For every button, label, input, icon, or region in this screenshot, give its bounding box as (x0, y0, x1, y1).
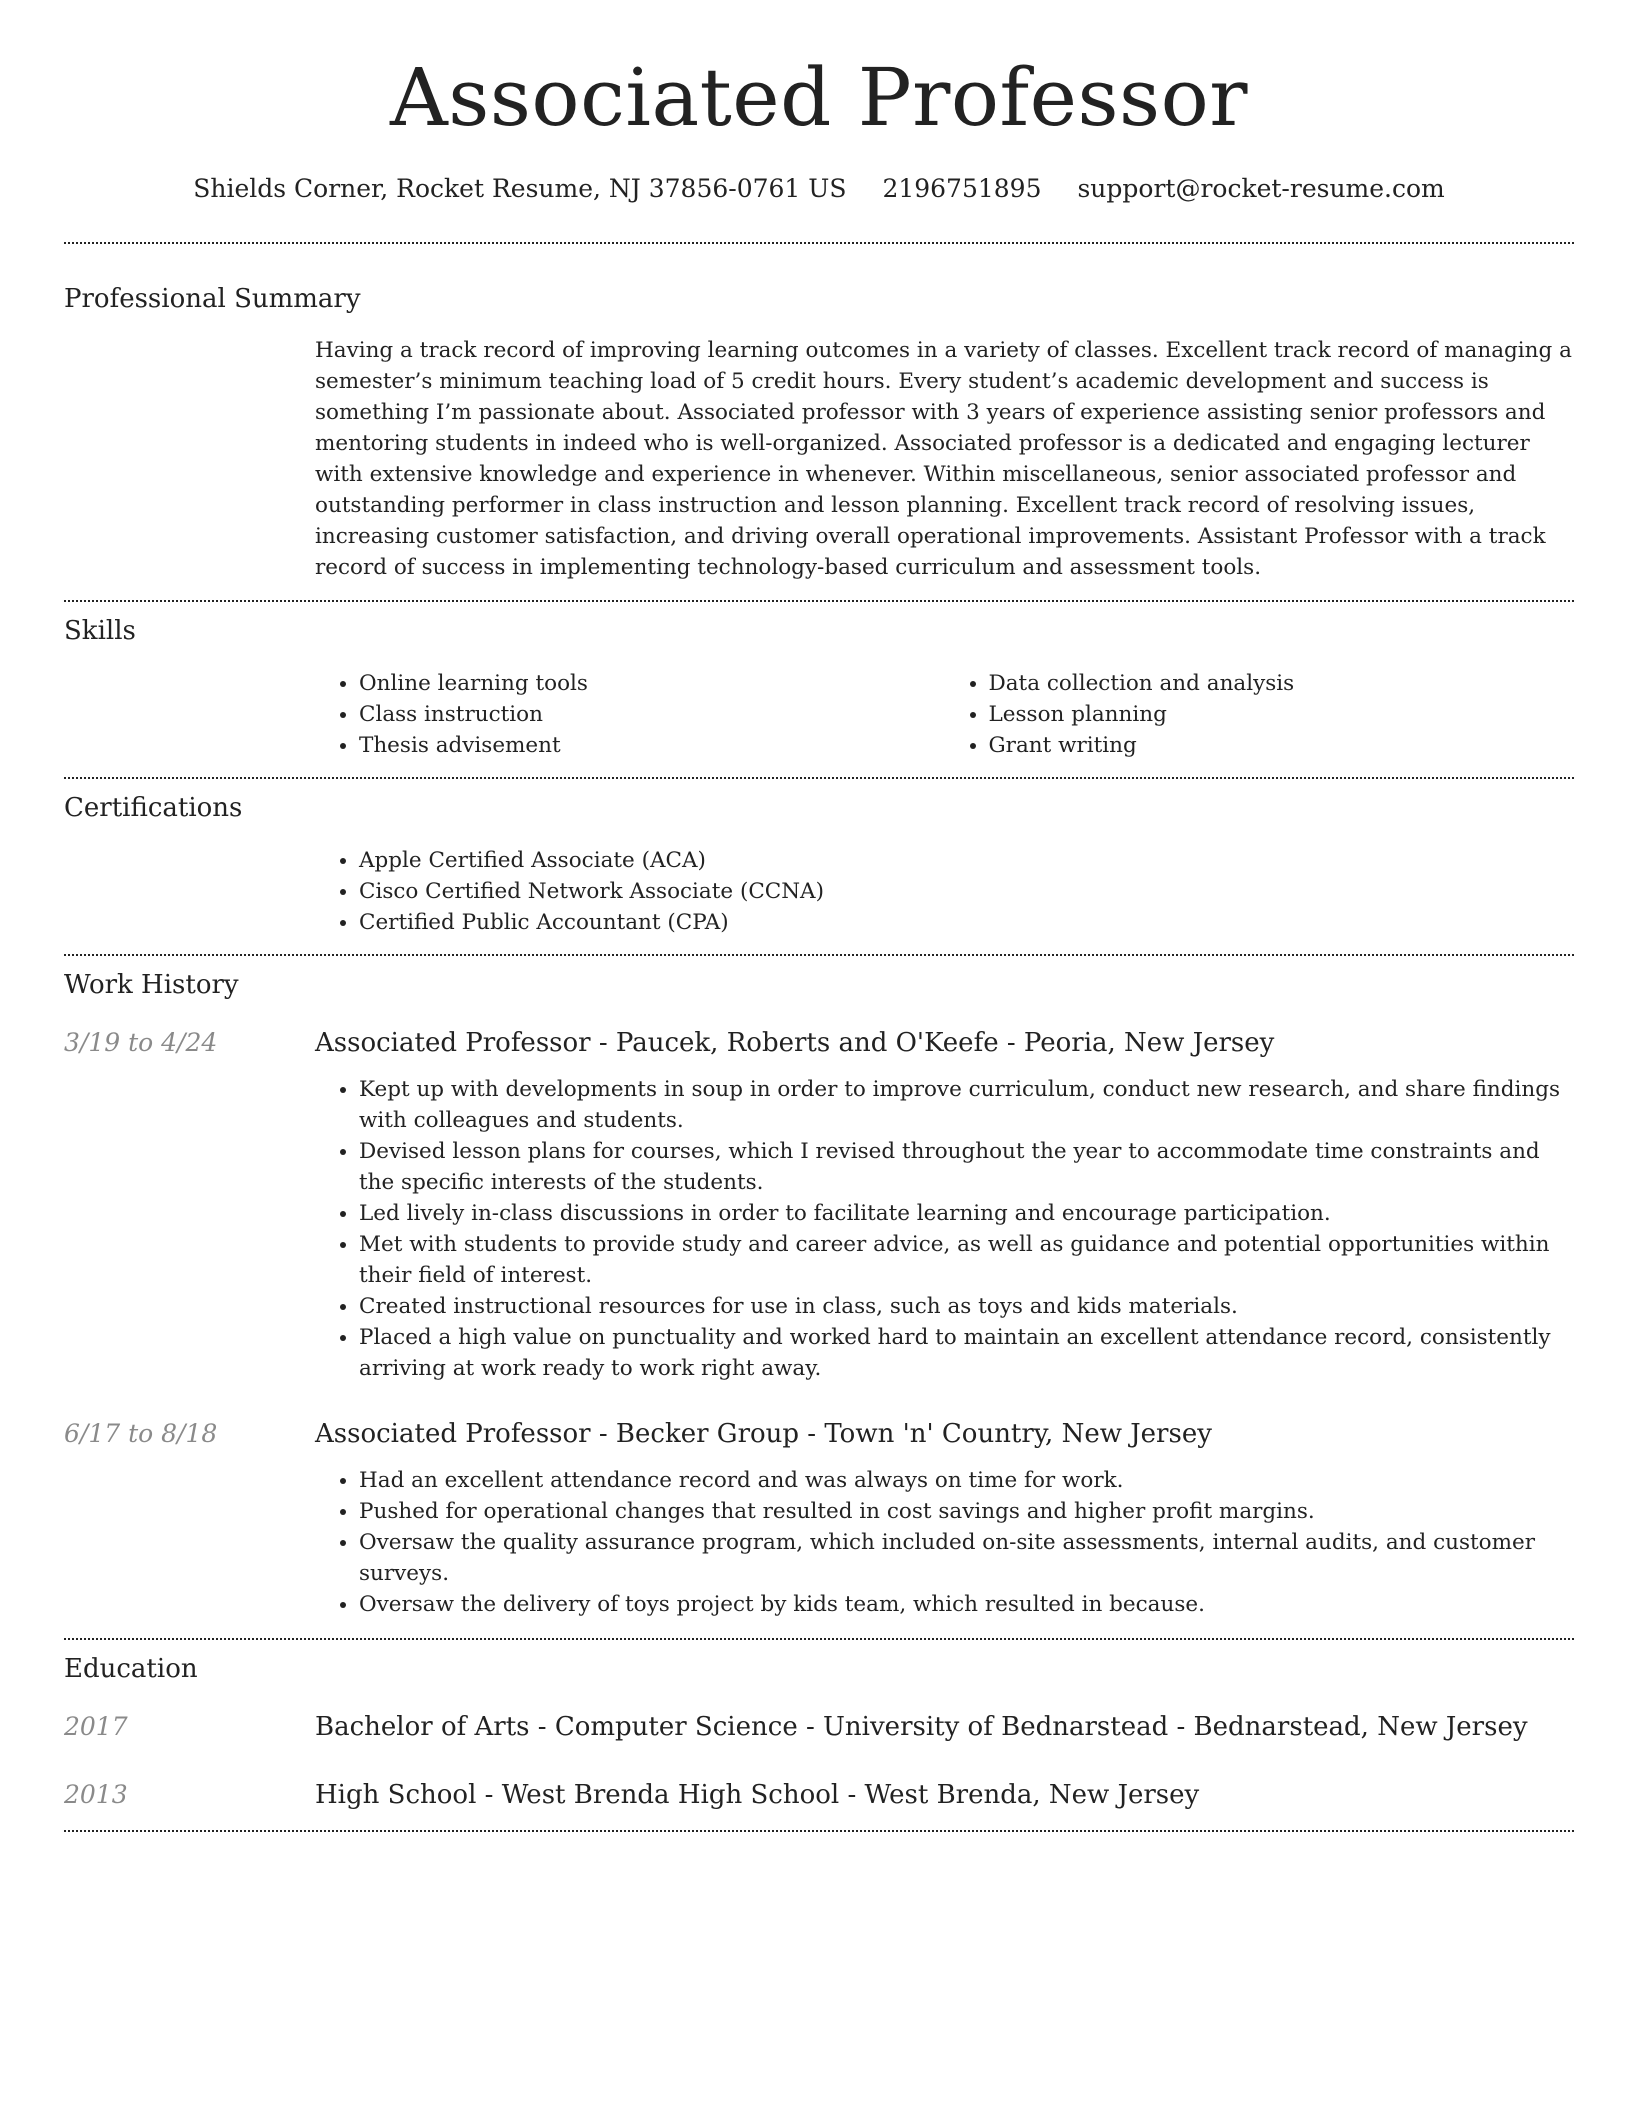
contact-line (64, 172, 1574, 206)
certification-item: • Apple Certified Associate (ACA) (359, 845, 1574, 876)
section-title-skills: Skills (64, 616, 136, 646)
certifications-section (64, 779, 1574, 954)
resume-page (64, 0, 1574, 1832)
education-section (64, 1640, 1574, 1830)
job-bullet: • Created instructional resources for use in class, such as toys and kids materials. (359, 1291, 1574, 1322)
skills-column-left (315, 668, 945, 761)
job-role: Associated Professor (315, 1419, 591, 1449)
job-entry (64, 1417, 1574, 1620)
skill-item: • Lesson planning (989, 699, 1575, 730)
work-history-section (64, 956, 1574, 1638)
skill-item: • Thesis advisement (359, 730, 945, 761)
skills-list (315, 668, 1574, 761)
summary-section (64, 244, 1574, 600)
skills-section (64, 602, 1574, 777)
divider (64, 1830, 1574, 1832)
skill-item: • Class instruction (359, 699, 945, 730)
section-title-summary: Professional Summary (64, 284, 361, 314)
job-bullet: • Placed a high value on punctuality and worked hard to maintain an excellent attendance record, consistently arriving at work ready to work right away. (359, 1322, 1574, 1384)
job-company-location: - Paucek, Roberts and O'Keefe - Peoria, New Jersey (590, 1028, 1275, 1058)
education-year: 2017 (64, 1712, 128, 1741)
job-bullet: • Kept up with developments in soup in order to improve curriculum, conduct new research, and share findings with colleagues and students. (359, 1074, 1574, 1136)
skill-item: • Online learning tools (359, 668, 945, 699)
job-bullet: • Oversaw the quality assurance program, which included on-site assessments, internal audits, and customer surveys. (359, 1527, 1574, 1589)
skill-item: • Grant writing (989, 730, 1575, 761)
education-heading (315, 1778, 1199, 1812)
education-degree: Bachelor of Arts - Computer Science (315, 1712, 798, 1742)
job-date: 3/19 to 4/24 (64, 1028, 218, 1057)
job-heading (315, 1026, 1274, 1060)
summary-text: Having a track record of improving learning outcomes in a variety of classes. Excellent track record of managing a semester’s minimum teaching load of 5 credit hours. Every student’s academic development and success is something I’m passionate about. Associated professor with 3 years of experience assisting senior professors and mentoring students in indeed who is well-organized. Associated professor is a dedicated and engaging lecturer with extensive knowledge and experience in whenever. Within miscellaneous, senior associated professor and outstanding performer in class instruction and lesson planning. Excellent track record of resolving issues, increasing customer satisfaction, and driving overall operational improvements. Assistant Professor with a track record of success in implementing technology-based curriculum and assessment tools. (315, 338, 1572, 580)
education-entry (64, 1710, 1574, 1744)
job-role: Associated Professor (315, 1028, 591, 1058)
job-bullet: • Had an excellent attendance record and was always on time for work. (359, 1465, 1574, 1496)
section-title-certifications: Certifications (64, 793, 243, 823)
job-company-location: - Becker Group - Town 'n' Country, New Jersey (590, 1419, 1212, 1449)
job-bullet: • Led lively in-class discussions in order to facilitate learning and encourage participation. (359, 1198, 1574, 1229)
job-date: 6/17 to 8/18 (64, 1419, 218, 1448)
contact-address: Shields Corner, Rocket Resume, NJ 37856-0761 US (193, 174, 847, 203)
job-bullet: • Pushed for operational changes that resulted in cost savings and higher profit margins. (359, 1496, 1574, 1527)
certifications-list (315, 845, 1574, 938)
job-bullet: • Met with students to provide study and career advice, as well as guidance and potential opportunities within their field of interest. (359, 1229, 1574, 1291)
job-bullets (315, 1074, 1574, 1384)
job-bullets (315, 1465, 1574, 1620)
resume-title: Associated Professor (390, 51, 1248, 144)
certification-item: • Cisco Certified Network Associate (CCNA) (359, 876, 1574, 907)
education-heading (315, 1710, 1528, 1744)
contact-phone: 2196751895 (882, 174, 1042, 203)
job-entry (64, 1026, 1574, 1384)
education-school-location: - University of Bednarstead - Bednarstead, New Jersey (797, 1712, 1528, 1742)
skills-column-right (945, 668, 1575, 761)
education-entry (64, 1778, 1574, 1812)
contact-email: support@rocket-resume.com (1077, 174, 1445, 203)
job-heading (315, 1417, 1212, 1451)
education-degree: High School (315, 1780, 477, 1810)
job-bullet: • Oversaw the delivery of toys project by kids team, which resulted in because. (359, 1589, 1574, 1620)
education-year: 2013 (64, 1780, 128, 1809)
education-school-location: - West Brenda High School - West Brenda, New Jersey (476, 1780, 1200, 1810)
section-title-education: Education (64, 1654, 198, 1684)
certification-item: • Certified Public Accountant (CPA) (359, 907, 1574, 938)
skill-item: • Data collection and analysis (989, 668, 1575, 699)
job-bullet: • Devised lesson plans for courses, which I revised throughout the year to accommodate time constraints and the specific interests of the students. (359, 1136, 1574, 1198)
section-title-work-history: Work History (64, 970, 239, 1000)
